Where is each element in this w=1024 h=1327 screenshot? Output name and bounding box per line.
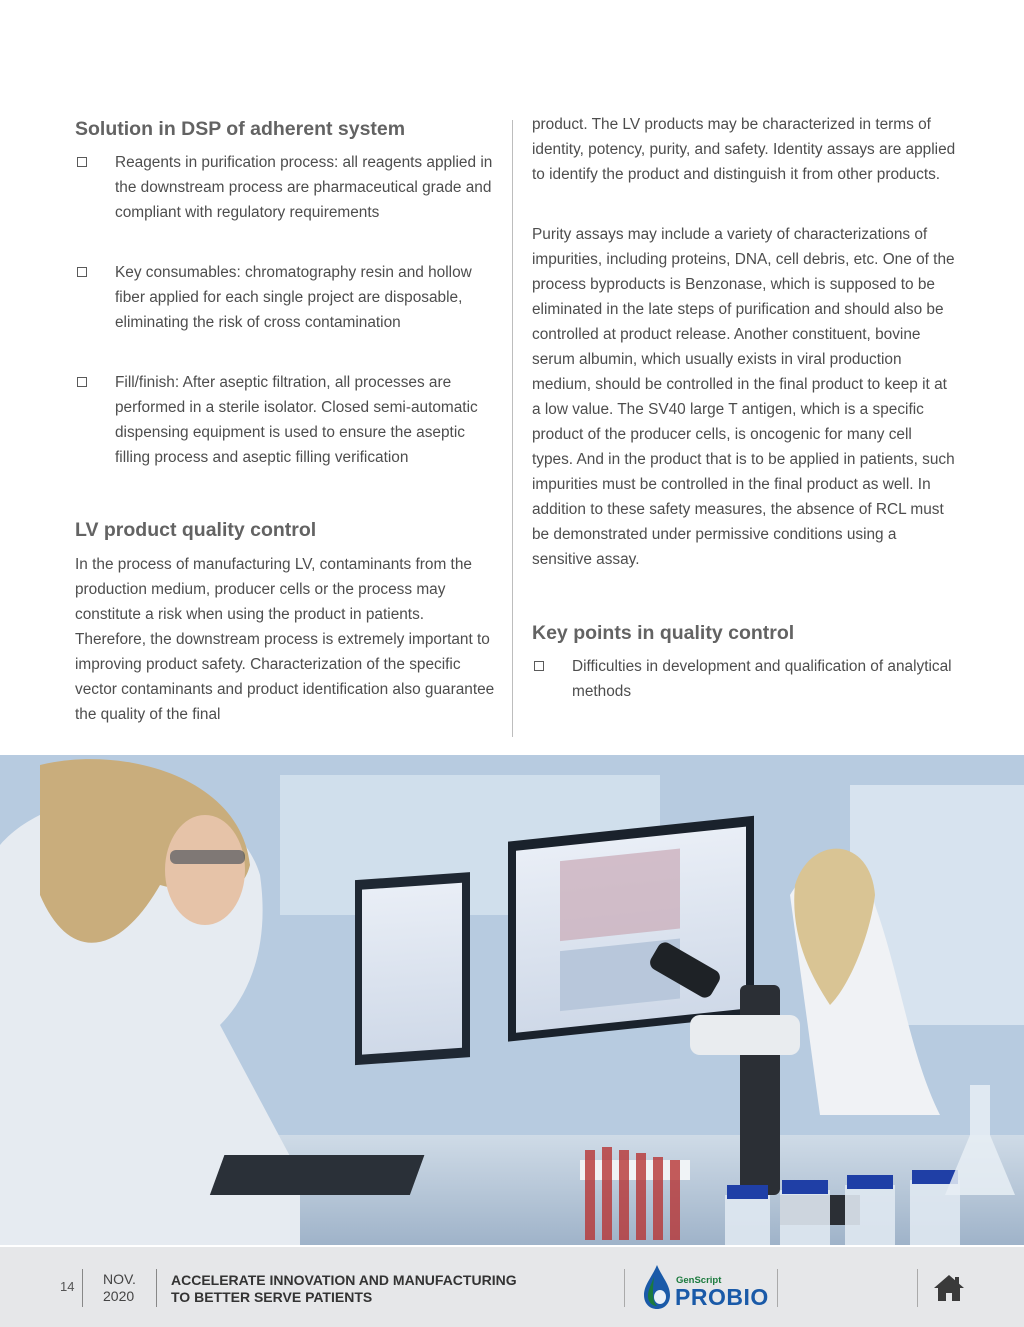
column-divider: [512, 120, 513, 737]
bullet-text: Fill/finish: After aseptic filtration, all processes are performed in a sterile isolator. Closed semi-automatic dispensing equipment is used to ensure the aseptic filling process and aseptic filling verification: [115, 374, 478, 466]
bullet-text: Key consumables: chromatography resin and hollow fiber applied for each single project are disposable, eliminating the risk of cross contamination: [115, 264, 472, 331]
footer-tagline: [171, 1272, 517, 1305]
logo-text-probio: PROBIO: [675, 1284, 769, 1310]
checkbox-square-icon: [534, 661, 544, 671]
tagline-line-1: ACCELERATE INNOVATION AND MANUFACTURING: [171, 1272, 517, 1288]
footer-divider: [156, 1269, 157, 1307]
page-number: 14: [60, 1279, 75, 1294]
issue-date: [103, 1271, 136, 1305]
laboratory-photo: [0, 755, 1024, 1245]
bullet-item-fill-finish: [75, 370, 495, 470]
issue-year: 2020: [103, 1288, 135, 1304]
section-heading-lv-quality: LV product quality control: [75, 519, 317, 541]
paragraph-lv-quality: In the process of manufacturing LV, contaminants from the production medium, producer cells or the process may constitute a risk when using the product in patients. Therefore, the downstream process is extremely important to improving product safety. Characterization of the specific vector contaminants and product identification also guarantee the quality of the final: [75, 556, 495, 723]
checkbox-square-icon: [77, 157, 87, 167]
footer-divider: [624, 1269, 625, 1307]
footer-divider: [777, 1269, 778, 1307]
tagline-line-2: TO BETTER SERVE PATIENTS: [171, 1288, 373, 1305]
paragraph-purity: Purity assays may include a variety of characterizations of impurities, including proteins, DNA, cell debris, etc. One of the process byproducts is Benzonase, which is supposed to be eliminated in the late steps of purification and should also be controlled at product release. Another constituent, bovine serum albumin, which usually exists in viral production medium, should be controlled in the final product to keep it at a low value. The SV40 large T antigen, which is a specific product of the producer cells, is oncogenic for many cell types. And in the product that is to be applied in patients, such impurities must be controlled in the final product as well. In addition to these safety measures, the absence of RCL must be demonstrated under permissive conditions using a sensitive assay.: [532, 226, 955, 568]
bullet-text: Difficulties in development and qualification of analytical methods: [572, 658, 952, 700]
drop-logo-icon: [640, 1263, 674, 1311]
bullet-item-consumables: [75, 260, 495, 335]
genscript-probio-logo[interactable]: [640, 1263, 770, 1313]
section-heading-solution: Solution in DSP of adherent system: [75, 118, 406, 140]
checkbox-square-icon: [77, 267, 87, 277]
home-icon[interactable]: [933, 1273, 965, 1303]
footer-divider: [917, 1269, 918, 1307]
bullet-item-difficulties: [532, 654, 957, 704]
paragraph-identity: product. The LV products may be characterized in terms of identity, potency, purity, and safety. Identity assays are applied to identify the product and distinguish it from other products.: [532, 116, 956, 183]
lab-scene-illustration: [0, 755, 1024, 1245]
bullet-text: Reagents in purification process: all reagents applied in the downstream process are pharmaceutical grade and compliant with regulatory requirements: [115, 154, 493, 221]
page-footer: [0, 1245, 1024, 1327]
checkbox-square-icon: [77, 377, 87, 387]
section-heading-key-points: Key points in quality control: [532, 622, 795, 644]
issue-month: NOV.: [103, 1271, 136, 1287]
footer-divider: [82, 1269, 83, 1307]
logo-text-genscript: GenScript: [676, 1275, 722, 1286]
bullet-item-reagents: [75, 150, 495, 225]
